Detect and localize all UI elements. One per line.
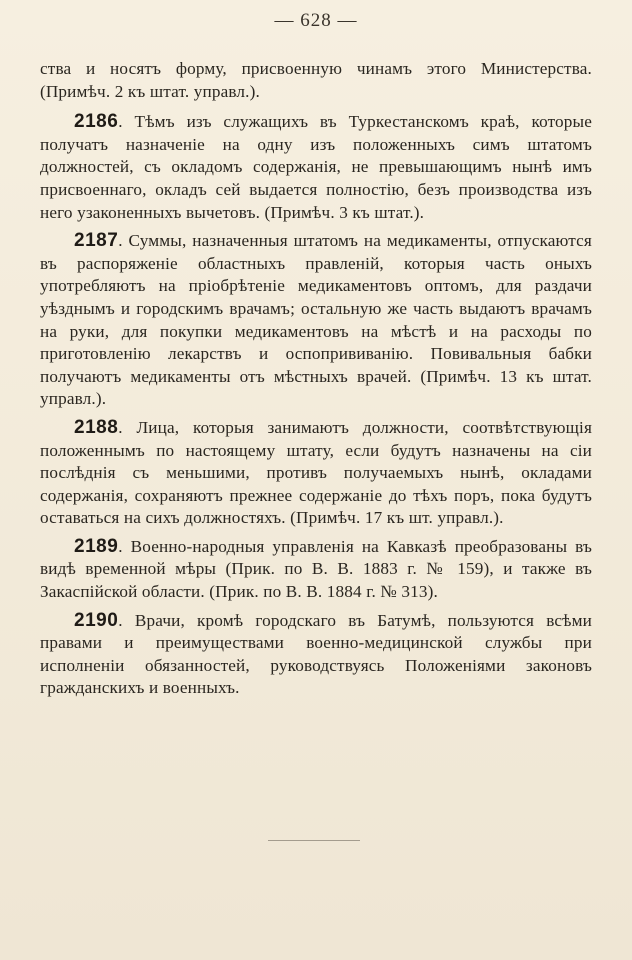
article-number: 2190 bbox=[74, 609, 119, 631]
paragraph-text: . Тѣмъ изъ служащихъ въ Туркестанскомъ краѣ, которые получатъ назначеніе на одну изъ положенныхъ симъ штатомъ должностей, съ окладомъ содержанія, не превышающимъ нынѣ имъ присвоеннаго, окладъ сей выдается полностію, безъ производства изъ него узаконенныхъ вычетовъ. (Примѣч. 3 къ штат.). bbox=[40, 112, 592, 222]
paragraph-text: ства и носятъ форму, присвоенную чинамъ этого Министерства. (Примѣч. 2 къ штат. управл.). bbox=[40, 59, 592, 101]
paragraph-continuation bbox=[40, 58, 592, 103]
article-number: 2189 bbox=[74, 535, 119, 557]
paragraph-2187 bbox=[40, 230, 592, 411]
text-body bbox=[40, 58, 592, 706]
article-number: 2187 bbox=[74, 230, 119, 252]
paragraph-text: . Лица, которыя занимаютъ должности, соотвѣтствующія положеннымъ по настоящему штату, если будутъ назначены на сіи послѣднія съ меньшими, противъ получаемыхъ нынѣ, окладами содержанія, сохраняютъ прежнее содержаніе до тѣхъ поръ, пока будутъ оставаться на сихъ должностяхъ. (Примѣч. 17 къ шт. управл.). bbox=[40, 417, 592, 528]
paragraph-text: . Врачи, кромѣ городскаго въ Батумѣ, пользуются всѣми правами и преимуществами военно-медицинской службы при исполненіи обязанностей, руководствуясь Положеніями законовъ гражданскихъ и военныхъ. bbox=[40, 610, 592, 698]
page-number: — 628 — bbox=[274, 10, 358, 31]
paragraph-2188 bbox=[40, 417, 592, 530]
paragraph-2189 bbox=[40, 536, 592, 604]
paragraph-text: . Суммы, назначенныя штатомъ на медикаменты, отпускаются въ распоряженіе областныхъ правленій, которыя часть оныхъ употребляютъ на пріобрѣтеніе медикаментовъ оптомъ, для раздачи уѣзднымъ и городскимъ врачамъ; остальную же часть выдаютъ врачамъ на руки, для покупки медикаментовъ на мѣстѣ и на расходы по приготовленію лекарствъ и оспопрививанію. Повивальныя бабки получаютъ медикаменты отъ мѣстныхъ врачей. (Примѣч. 13 къ штат. управл.). bbox=[40, 231, 592, 409]
article-number: 2186 bbox=[74, 111, 119, 133]
paragraph-text: . Военно-народныя управленія на Кавказѣ преобразованы въ видѣ временной мѣры (Прик. по В. В. 1883 г. № 159), и также въ Закаспійской области. (Прик. по В. В. 1884 г. № 313). bbox=[40, 536, 592, 602]
paragraph-2186 bbox=[40, 111, 592, 224]
section-divider bbox=[268, 840, 360, 841]
article-number: 2188 bbox=[74, 416, 119, 438]
paragraph-2190 bbox=[40, 610, 592, 700]
